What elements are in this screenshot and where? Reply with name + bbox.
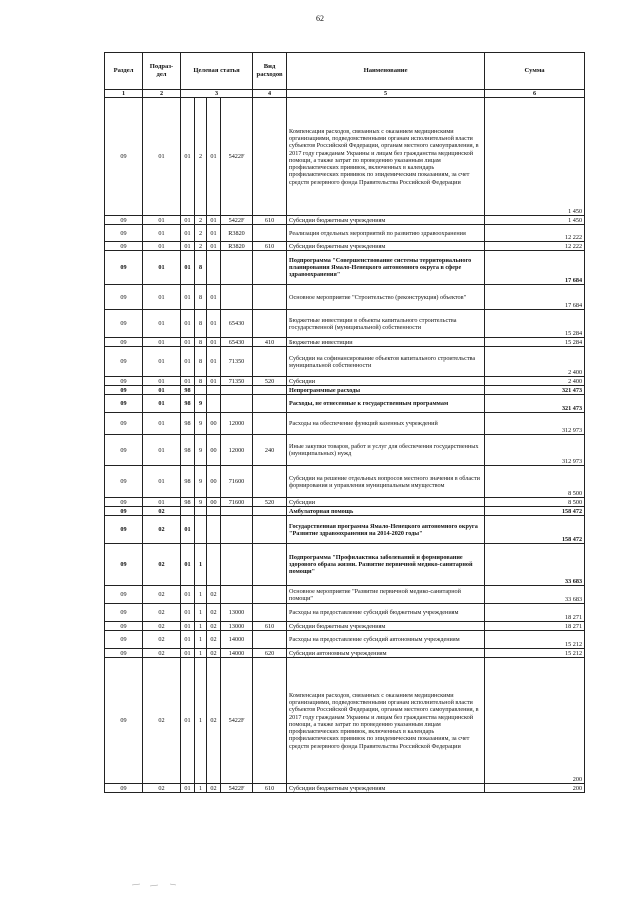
cell-name: Расходы на предоставление субсидий автономным учреждениям bbox=[287, 631, 485, 649]
cell-article-program: 01 bbox=[181, 285, 195, 310]
cell-article-measure: 02 bbox=[207, 658, 221, 784]
cell-name: Основное мероприятие "Строительство (реконструкция) объектов" bbox=[287, 285, 485, 310]
cell-vid bbox=[253, 395, 287, 413]
cell-podrazdel: 01 bbox=[143, 395, 181, 413]
cell-podrazdel: 01 bbox=[143, 216, 181, 225]
cell-article-measure: 02 bbox=[207, 604, 221, 622]
cell-article-measure: 01 bbox=[207, 242, 221, 251]
cell-article-subprogram: 1 bbox=[195, 649, 207, 658]
cell-podrazdel: 02 bbox=[143, 604, 181, 622]
cell-sum: 33 683 bbox=[485, 586, 585, 604]
cell-razdel: 09 bbox=[105, 516, 143, 544]
cell-name: Субсидии бюджетным учреждениям bbox=[287, 216, 485, 225]
cell-article-program: 98 bbox=[181, 435, 195, 466]
table-row bbox=[105, 435, 585, 466]
cell-article-direction bbox=[221, 386, 253, 395]
cell-article-subprogram: 9 bbox=[195, 395, 207, 413]
cell-article-subprogram: 1 bbox=[195, 544, 207, 586]
cell-article-direction bbox=[221, 516, 253, 544]
cell-razdel: 09 bbox=[105, 216, 143, 225]
cell-article-subprogram bbox=[195, 516, 207, 544]
cell-article-measure: 00 bbox=[207, 413, 221, 435]
cell-article-subprogram: 1 bbox=[195, 622, 207, 631]
cell-podrazdel: 01 bbox=[143, 377, 181, 386]
cell-article-direction: 5422F bbox=[221, 216, 253, 225]
cell-podrazdel: 01 bbox=[143, 225, 181, 242]
cell-sum: 312 973 bbox=[485, 413, 585, 435]
cell-article-measure bbox=[207, 395, 221, 413]
cell-article-subprogram: 8 bbox=[195, 251, 207, 285]
cell-name: Субсидии бюджетным учреждениям bbox=[287, 242, 485, 251]
cell-article-measure bbox=[207, 507, 221, 516]
table-row bbox=[105, 586, 585, 604]
cell-article-direction: 12000 bbox=[221, 435, 253, 466]
cell-vid: 610 bbox=[253, 242, 287, 251]
cell-article-direction: 13000 bbox=[221, 622, 253, 631]
cell-article-measure: 02 bbox=[207, 631, 221, 649]
cell-article-program: 01 bbox=[181, 604, 195, 622]
cell-article-measure: 02 bbox=[207, 622, 221, 631]
cell-podrazdel: 01 bbox=[143, 413, 181, 435]
cell-vid bbox=[253, 516, 287, 544]
cell-razdel: 09 bbox=[105, 347, 143, 377]
cell-sum: 1 450 bbox=[485, 216, 585, 225]
table-row bbox=[105, 413, 585, 435]
cell-name: Субсидии на софинансирование объектов капитального строительства муниципальной собственности bbox=[287, 347, 485, 377]
cell-article-program: 01 bbox=[181, 377, 195, 386]
cell-article-measure: 01 bbox=[207, 347, 221, 377]
cell-name: Субсидии bbox=[287, 377, 485, 386]
table-row bbox=[105, 649, 585, 658]
cell-name: Бюджетные инвестиции в объекты капитального строительства государственной (муниципальной) собственности bbox=[287, 310, 485, 338]
cell-razdel: 09 bbox=[105, 586, 143, 604]
cell-podrazdel: 02 bbox=[143, 544, 181, 586]
cell-vid: 410 bbox=[253, 338, 287, 347]
cell-razdel: 09 bbox=[105, 285, 143, 310]
cell-vid: 610 bbox=[253, 622, 287, 631]
cell-podrazdel: 01 bbox=[143, 310, 181, 338]
cell-vid bbox=[253, 310, 287, 338]
cell-vid bbox=[253, 413, 287, 435]
cell-podrazdel: 01 bbox=[143, 285, 181, 310]
cell-vid: 520 bbox=[253, 377, 287, 386]
cell-razdel: 09 bbox=[105, 435, 143, 466]
cell-sum: 33 683 bbox=[485, 544, 585, 586]
cell-vid bbox=[253, 98, 287, 216]
cell-article-subprogram: 1 bbox=[195, 586, 207, 604]
cell-article-subprogram: 1 bbox=[195, 604, 207, 622]
cell-razdel: 09 bbox=[105, 784, 143, 793]
cell-name: Субсидии на решение отдельных вопросов местного значения в области формирования и управления муниципальным имуществом bbox=[287, 466, 485, 498]
cell-name: Подпрограмма "Совершенствование системы территориального планирования Ямало-Ненецкого автономного округа в сфере здравоохранения" bbox=[287, 251, 485, 285]
cell-sum: 8 500 bbox=[485, 466, 585, 498]
cell-podrazdel: 02 bbox=[143, 784, 181, 793]
cell-article-program: 01 bbox=[181, 658, 195, 784]
cell-sum: 200 bbox=[485, 658, 585, 784]
cell-article-measure bbox=[207, 386, 221, 395]
cell-article-subprogram: 1 bbox=[195, 784, 207, 793]
cell-article-measure: 02 bbox=[207, 784, 221, 793]
column-number: 3 bbox=[181, 90, 253, 98]
table-row bbox=[105, 251, 585, 285]
cell-article-direction: 71600 bbox=[221, 498, 253, 507]
cell-sum: 200 bbox=[485, 784, 585, 793]
cell-article-subprogram: 9 bbox=[195, 435, 207, 466]
cell-article-measure: 01 bbox=[207, 377, 221, 386]
cell-article-measure: 01 bbox=[207, 225, 221, 242]
cell-article-subprogram: 8 bbox=[195, 347, 207, 377]
cell-razdel: 09 bbox=[105, 622, 143, 631]
cell-name: Расходы на предоставление субсидий бюджетным учреждениям bbox=[287, 604, 485, 622]
table-row bbox=[105, 604, 585, 622]
cell-article-program: 01 bbox=[181, 242, 195, 251]
table-row bbox=[105, 516, 585, 544]
cell-sum: 321 473 bbox=[485, 395, 585, 413]
cell-vid bbox=[253, 386, 287, 395]
cell-sum: 8 500 bbox=[485, 498, 585, 507]
cell-article-measure: 02 bbox=[207, 586, 221, 604]
cell-name: Субсидии бюджетным учреждениям bbox=[287, 784, 485, 793]
cell-name: Государственная программа Ямало-Ненецкого автономного округа "Развитие здравоохранения на 2014-2020 годы" bbox=[287, 516, 485, 544]
cell-article-subprogram: 2 bbox=[195, 216, 207, 225]
cell-article-measure: 01 bbox=[207, 310, 221, 338]
cell-vid bbox=[253, 507, 287, 516]
cell-article-program: 01 bbox=[181, 516, 195, 544]
cell-article-program: 01 bbox=[181, 649, 195, 658]
cell-vid: 620 bbox=[253, 649, 287, 658]
cell-vid bbox=[253, 285, 287, 310]
cell-razdel: 09 bbox=[105, 658, 143, 784]
cell-razdel: 09 bbox=[105, 413, 143, 435]
cell-sum: 158 472 bbox=[485, 507, 585, 516]
header-vid: Вид расходов bbox=[253, 53, 287, 90]
cell-podrazdel: 02 bbox=[143, 507, 181, 516]
cell-article-program: 98 bbox=[181, 498, 195, 507]
cell-name: Расходы, не отнесенные к государственным программам bbox=[287, 395, 485, 413]
cell-article-program bbox=[181, 507, 195, 516]
cell-vid bbox=[253, 466, 287, 498]
cell-name: Компенсация расходов, связанных с оказанием медицинскими организациями, подведомственными органам исполнительной власти субъектов Российской Федерации, органам местного самоуправления, в 2017 году гражданам Украины и лицам без гражданства медицинской помощи, а также затрат по проведению указанным лицам профилактических прививок, включенных в календарь профилактических прививок по эпидемическим показаниям, за счет средств резервного фонда Правительства Российской Федерации bbox=[287, 658, 485, 784]
cell-article-direction: 65430 bbox=[221, 338, 253, 347]
cell-article-subprogram bbox=[195, 507, 207, 516]
cell-article-subprogram: 9 bbox=[195, 413, 207, 435]
cell-article-direction: 5422F bbox=[221, 784, 253, 793]
cell-article-measure: 01 bbox=[207, 98, 221, 216]
cell-article-program: 98 bbox=[181, 466, 195, 498]
cell-article-direction: 71600 bbox=[221, 466, 253, 498]
cell-podrazdel: 01 bbox=[143, 435, 181, 466]
cell-article-subprogram: 2 bbox=[195, 98, 207, 216]
cell-article-direction bbox=[221, 395, 253, 413]
table-row bbox=[105, 377, 585, 386]
cell-razdel: 09 bbox=[105, 338, 143, 347]
cell-name: Основное мероприятие "Развитие первичной медико-санитарной помощи" bbox=[287, 586, 485, 604]
cell-sum: 312 973 bbox=[485, 435, 585, 466]
table-row bbox=[105, 310, 585, 338]
cell-razdel: 09 bbox=[105, 310, 143, 338]
cell-razdel: 09 bbox=[105, 544, 143, 586]
column-number: 6 bbox=[485, 90, 585, 98]
cell-razdel: 09 bbox=[105, 98, 143, 216]
cell-article-subprogram: 2 bbox=[195, 242, 207, 251]
cell-article-program: 01 bbox=[181, 586, 195, 604]
cell-name: Амбулаторная помощь bbox=[287, 507, 485, 516]
cell-sum: 321 473 bbox=[485, 386, 585, 395]
cell-vid bbox=[253, 631, 287, 649]
cell-podrazdel: 01 bbox=[143, 251, 181, 285]
cell-article-program: 01 bbox=[181, 225, 195, 242]
cell-sum: 18 271 bbox=[485, 622, 585, 631]
header-podrazdel: Подраз-дел bbox=[143, 53, 181, 90]
cell-article-measure: 00 bbox=[207, 435, 221, 466]
cell-article-program: 01 bbox=[181, 310, 195, 338]
cell-podrazdel: 01 bbox=[143, 338, 181, 347]
cell-name: Подпрограмма "Профилактика заболеваний и формирование здорового образа жизни. Развитие первичной медико-санитарной помощи" bbox=[287, 544, 485, 586]
cell-vid bbox=[253, 604, 287, 622]
cell-article-measure: 01 bbox=[207, 216, 221, 225]
cell-name: Субсидии bbox=[287, 498, 485, 507]
header-name: Наименование bbox=[287, 53, 485, 90]
cell-article-direction: 13000 bbox=[221, 604, 253, 622]
cell-vid bbox=[253, 347, 287, 377]
cell-article-direction bbox=[221, 251, 253, 285]
cell-article-direction: R3820 bbox=[221, 225, 253, 242]
cell-vid bbox=[253, 225, 287, 242]
cell-razdel: 09 bbox=[105, 225, 143, 242]
budget-table bbox=[104, 52, 585, 793]
table-row bbox=[105, 216, 585, 225]
cell-sum: 12 222 bbox=[485, 225, 585, 242]
cell-podrazdel: 02 bbox=[143, 658, 181, 784]
cell-name: Компенсация расходов, связанных с оказанием медицинскими организациями, подведомственными органам исполнительной власти субъектов Российской Федерации, органам местного самоуправления, в 2017 году гражданам Украины и лицам без гражданства медицинской помощи, а также затрат по проведению указанным лицам профилактических прививок, включенных в календарь профилактических прививок по эпидемическим показаниям, за счет средств резервного фонда Правительства Российской Федерации bbox=[287, 98, 485, 216]
column-number: 4 bbox=[253, 90, 287, 98]
header-razdel: Раздел bbox=[105, 53, 143, 90]
cell-name: Бюджетные инвестиции bbox=[287, 338, 485, 347]
table-row bbox=[105, 784, 585, 793]
cell-name: Реализация отдельных мероприятий по развитию здравоохранения bbox=[287, 225, 485, 242]
cell-article-direction: 71350 bbox=[221, 377, 253, 386]
table-row bbox=[105, 242, 585, 251]
cell-sum: 18 271 bbox=[485, 604, 585, 622]
cell-article-direction: 14000 bbox=[221, 649, 253, 658]
table-row bbox=[105, 498, 585, 507]
cell-article-subprogram: 9 bbox=[195, 466, 207, 498]
cell-article-program: 01 bbox=[181, 251, 195, 285]
cell-vid: 610 bbox=[253, 784, 287, 793]
table-row bbox=[105, 466, 585, 498]
cell-article-program: 01 bbox=[181, 216, 195, 225]
cell-article-program: 01 bbox=[181, 347, 195, 377]
table-row bbox=[105, 631, 585, 649]
cell-article-program: 01 bbox=[181, 622, 195, 631]
cell-podrazdel: 02 bbox=[143, 631, 181, 649]
cell-vid: 610 bbox=[253, 216, 287, 225]
cell-article-measure bbox=[207, 251, 221, 285]
header-sum: Сумма bbox=[485, 53, 585, 90]
cell-podrazdel: 02 bbox=[143, 586, 181, 604]
table-row bbox=[105, 507, 585, 516]
table-row bbox=[105, 658, 585, 784]
cell-razdel: 09 bbox=[105, 395, 143, 413]
cell-name: Иные закупки товаров, работ и услуг для обеспечения государственных (муниципальных) нужд bbox=[287, 435, 485, 466]
table-row bbox=[105, 225, 585, 242]
cell-article-measure: 02 bbox=[207, 649, 221, 658]
table-row bbox=[105, 285, 585, 310]
cell-article-program: 98 bbox=[181, 395, 195, 413]
cell-name: Расходы на обеспечение функций казенных учреждений bbox=[287, 413, 485, 435]
cell-article-measure bbox=[207, 544, 221, 586]
cell-article-measure: 00 bbox=[207, 498, 221, 507]
table-row bbox=[105, 622, 585, 631]
cell-vid bbox=[253, 544, 287, 586]
cell-sum: 15 212 bbox=[485, 631, 585, 649]
cell-razdel: 09 bbox=[105, 498, 143, 507]
cell-article-subprogram: 8 bbox=[195, 377, 207, 386]
cell-podrazdel: 02 bbox=[143, 649, 181, 658]
cell-name: Непрограммные расходы bbox=[287, 386, 485, 395]
table-row bbox=[105, 395, 585, 413]
cell-article-subprogram: 8 bbox=[195, 338, 207, 347]
cell-article-measure: 01 bbox=[207, 285, 221, 310]
table-row bbox=[105, 386, 585, 395]
cell-podrazdel: 02 bbox=[143, 516, 181, 544]
cell-sum: 17 684 bbox=[485, 251, 585, 285]
cell-podrazdel: 01 bbox=[143, 347, 181, 377]
cell-podrazdel: 01 bbox=[143, 386, 181, 395]
table-row bbox=[105, 98, 585, 216]
cell-article-measure: 01 bbox=[207, 338, 221, 347]
cell-razdel: 09 bbox=[105, 377, 143, 386]
cell-article-direction: 65430 bbox=[221, 310, 253, 338]
cell-article-direction: 12000 bbox=[221, 413, 253, 435]
column-number-row bbox=[105, 90, 585, 98]
column-number: 1 bbox=[105, 90, 143, 98]
column-number: 5 bbox=[287, 90, 485, 98]
cell-article-direction bbox=[221, 507, 253, 516]
cell-sum: 1 450 bbox=[485, 98, 585, 216]
cell-vid bbox=[253, 586, 287, 604]
cell-article-program: 98 bbox=[181, 386, 195, 395]
cell-razdel: 09 bbox=[105, 251, 143, 285]
cell-vid: 240 bbox=[253, 435, 287, 466]
cell-razdel: 09 bbox=[105, 466, 143, 498]
cell-podrazdel: 01 bbox=[143, 242, 181, 251]
cell-article-direction bbox=[221, 285, 253, 310]
column-number: 2 bbox=[143, 90, 181, 98]
cell-sum: 15 212 bbox=[485, 649, 585, 658]
cell-article-program: 01 bbox=[181, 338, 195, 347]
cell-sum: 2 400 bbox=[485, 347, 585, 377]
cell-article-subprogram: 1 bbox=[195, 631, 207, 649]
cell-name: Субсидии автономным учреждениям bbox=[287, 649, 485, 658]
cell-razdel: 09 bbox=[105, 507, 143, 516]
cell-podrazdel: 01 bbox=[143, 98, 181, 216]
cell-razdel: 09 bbox=[105, 242, 143, 251]
cell-article-program: 98 bbox=[181, 413, 195, 435]
cell-article-subprogram: 2 bbox=[195, 225, 207, 242]
cell-name: Субсидии бюджетным учреждениям bbox=[287, 622, 485, 631]
cell-article-direction: 5422F bbox=[221, 98, 253, 216]
cell-article-subprogram bbox=[195, 386, 207, 395]
cell-article-program: 01 bbox=[181, 98, 195, 216]
header-row bbox=[105, 53, 585, 90]
cell-podrazdel: 02 bbox=[143, 622, 181, 631]
cell-sum: 2 400 bbox=[485, 377, 585, 386]
cell-article-direction: 5422F bbox=[221, 658, 253, 784]
cell-podrazdel: 01 bbox=[143, 466, 181, 498]
cell-sum: 15 284 bbox=[485, 310, 585, 338]
cell-article-direction: R3820 bbox=[221, 242, 253, 251]
table-row bbox=[105, 338, 585, 347]
cell-vid bbox=[253, 658, 287, 784]
pen-mark bbox=[130, 880, 190, 888]
cell-article-measure: 00 bbox=[207, 466, 221, 498]
table-body bbox=[105, 98, 585, 793]
cell-article-subprogram: 8 bbox=[195, 310, 207, 338]
cell-razdel: 09 bbox=[105, 649, 143, 658]
cell-article-program: 01 bbox=[181, 631, 195, 649]
cell-razdel: 09 bbox=[105, 386, 143, 395]
cell-article-direction: 71350 bbox=[221, 347, 253, 377]
cell-article-subprogram: 9 bbox=[195, 498, 207, 507]
cell-vid: 520 bbox=[253, 498, 287, 507]
cell-article-direction: 14000 bbox=[221, 631, 253, 649]
cell-sum: 17 684 bbox=[485, 285, 585, 310]
cell-podrazdel: 01 bbox=[143, 498, 181, 507]
header-article: Целевая статья bbox=[181, 53, 253, 90]
cell-article-program: 01 bbox=[181, 544, 195, 586]
page-number: 62 bbox=[316, 14, 324, 23]
cell-article-direction bbox=[221, 586, 253, 604]
cell-article-program: 01 bbox=[181, 784, 195, 793]
cell-article-subprogram: 8 bbox=[195, 285, 207, 310]
cell-article-subprogram: 1 bbox=[195, 658, 207, 784]
cell-razdel: 09 bbox=[105, 631, 143, 649]
table-row bbox=[105, 544, 585, 586]
table-row bbox=[105, 347, 585, 377]
cell-article-direction bbox=[221, 544, 253, 586]
cell-article-measure bbox=[207, 516, 221, 544]
cell-vid bbox=[253, 251, 287, 285]
cell-sum: 15 284 bbox=[485, 338, 585, 347]
cell-razdel: 09 bbox=[105, 604, 143, 622]
cell-sum: 12 222 bbox=[485, 242, 585, 251]
cell-sum: 158 472 bbox=[485, 516, 585, 544]
